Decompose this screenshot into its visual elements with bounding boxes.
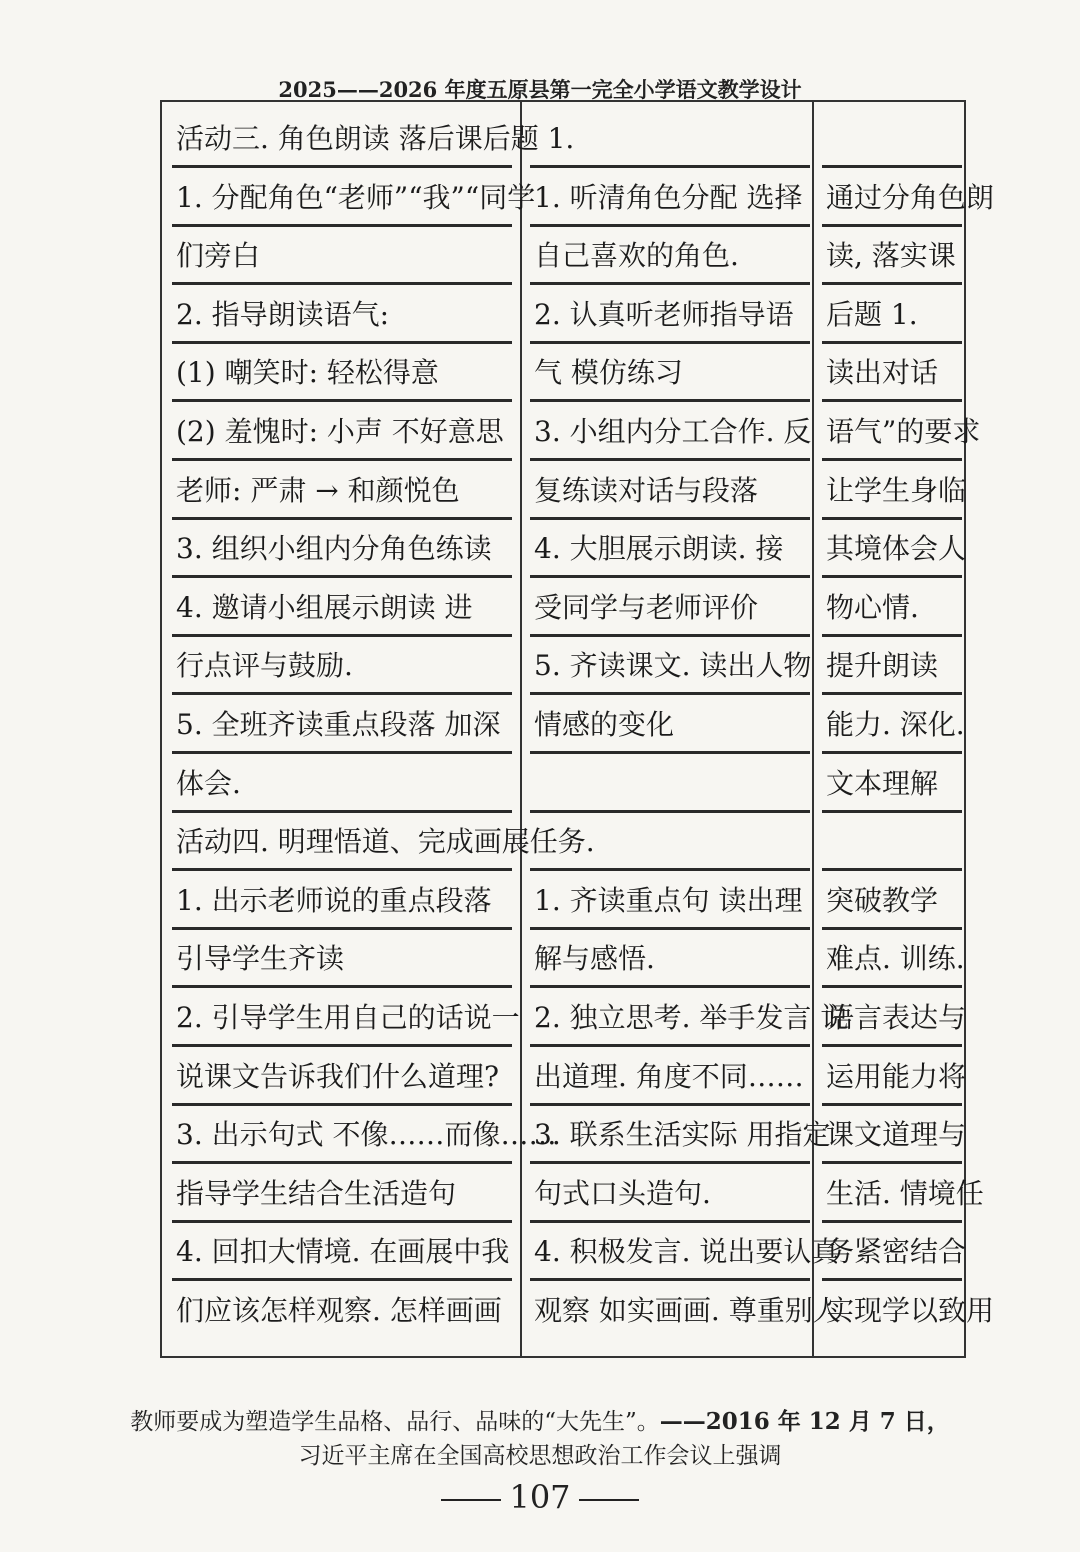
table-row	[162, 227, 964, 285]
ruled-line	[822, 810, 962, 813]
page-number-value: 107	[509, 1478, 571, 1516]
ruled-line	[172, 1161, 512, 1164]
ruled-line	[822, 1161, 962, 1164]
table-row	[162, 403, 981, 461]
footer-quote-text: 教师要成为塑造学生品格、品行、品味的“大先生”。	[130, 1409, 660, 1435]
ruled-line	[822, 1103, 962, 1106]
teacher-activity-cell: 2. 引导学生用自己的话说一	[176, 1001, 520, 1034]
table-row	[162, 169, 995, 227]
ruled-line	[172, 634, 512, 637]
student-activity-cell: 情感的变化	[534, 708, 675, 741]
design-intent-cell: 语言表达与	[826, 1001, 967, 1034]
teacher-activity-cell: 体会.	[176, 766, 241, 800]
design-intent-cell: 后题 1.	[826, 297, 918, 331]
design-intent-cell: 实现学以致用	[826, 1294, 995, 1327]
teacher-activity-cell: 说课文告诉我们什么道理?	[176, 1059, 500, 1093]
table-row	[162, 1165, 984, 1223]
ruled-line	[530, 1278, 810, 1281]
ruled-line	[530, 165, 810, 168]
ruled-line	[172, 517, 512, 520]
ruled-line	[172, 224, 512, 227]
ruled-line	[822, 692, 962, 695]
teacher-activity-cell: 指导学生结合生活造句	[176, 1176, 457, 1210]
teacher-activity-cell: 行点评与鼓励.	[176, 649, 353, 683]
design-intent-cell: 生活. 情境任	[826, 1176, 984, 1210]
teacher-activity-cell: 们旁白	[176, 239, 261, 273]
ruled-line	[822, 517, 962, 520]
page-number-dash-left	[441, 1499, 501, 1501]
ruled-line	[172, 985, 512, 988]
student-activity-cell: 2. 独立思考. 举手发言 说	[534, 1001, 849, 1034]
ruled-line	[172, 1044, 512, 1047]
table-row	[162, 520, 967, 578]
ruled-line	[530, 399, 810, 402]
student-activity-cell: 3. 小组内分工合作. 反	[534, 415, 812, 448]
ruled-line	[530, 341, 810, 344]
table-row	[162, 344, 964, 402]
student-activity-cell: 复练读对话与段落	[534, 473, 759, 507]
ruled-line	[172, 751, 512, 754]
ruled-line	[172, 341, 512, 344]
design-intent-cell: 其境体会人	[826, 532, 967, 566]
ruled-line	[172, 868, 512, 871]
teacher-activity-cell: 4. 回扣大情境. 在画展中我	[176, 1235, 510, 1269]
teacher-activity-cell: 1. 出示老师说的重点段落	[176, 883, 492, 917]
ruled-line	[530, 1220, 810, 1223]
lesson-plan-table	[160, 100, 995, 1358]
ruled-line	[530, 868, 810, 871]
ruled-line	[822, 575, 962, 578]
ruled-line	[172, 810, 512, 813]
student-activity-cell: 观察 如实画画. 尊重别人	[534, 1294, 841, 1327]
document-header: 2025——2026 年度五原县第一完全小学语文教学设计	[278, 77, 802, 102]
design-intent-cell: 难点. 训练.	[826, 942, 965, 976]
design-intent-cell: 提升朗读	[826, 649, 939, 683]
ruled-line	[530, 810, 810, 813]
table-row	[162, 579, 964, 637]
student-activity-cell: 1. 听清角色分配 选择	[534, 180, 803, 214]
activity-heading: 活动四. 明理悟道、完成画展任务.	[176, 825, 595, 859]
teacher-activity-cell: (1) 嘲笑时: 轻松得意	[176, 356, 439, 390]
teacher-activity-cell: 4. 邀请小组展示朗读 进	[176, 590, 473, 624]
student-activity-cell: 受同学与老师评价	[534, 590, 759, 624]
ruled-line	[172, 927, 512, 930]
student-activity-cell: 2. 认真听老师指导语	[534, 297, 794, 331]
ruled-line	[172, 165, 512, 168]
design-intent-cell: 物心情.	[826, 590, 919, 624]
ruled-line	[530, 634, 810, 637]
teacher-activity-cell: (2) 羞愧时: 小声 不好意思	[176, 415, 504, 448]
design-intent-cell: 课文道理与	[826, 1118, 967, 1152]
activity-heading: 活动三. 角色朗读 落后课后题 1.	[176, 122, 575, 155]
ruled-line	[172, 1278, 512, 1281]
design-intent-cell: 务紧密结合	[826, 1235, 967, 1269]
ruled-line	[172, 458, 512, 461]
table-row	[162, 1048, 967, 1106]
design-intent-cell: 运用能力将	[826, 1059, 967, 1093]
footer-quote-line-2: 习近平主席在全国高校思想政治工作会议上强调	[298, 1443, 782, 1469]
ruled-line	[530, 458, 810, 461]
ruled-line	[822, 224, 962, 227]
table-row	[162, 286, 964, 344]
teacher-activity-cell: 5. 全班齐读重点段落 加深	[176, 708, 501, 741]
ruled-line	[172, 1220, 512, 1223]
table-row	[162, 813, 964, 871]
ruled-line	[172, 1103, 512, 1106]
footer-quote-line-1	[0, 1405, 1080, 1439]
ruled-line	[530, 985, 810, 988]
table-row	[162, 989, 967, 1047]
student-activity-cell: 3. 联系生活实际 用指定	[534, 1118, 831, 1152]
student-activity-cell: 自己喜欢的角色.	[534, 239, 739, 273]
teacher-activity-cell: 1. 分配角色“老师”“我”“同学	[176, 180, 536, 214]
table-row	[162, 930, 964, 988]
page-number-dash-right	[579, 1499, 639, 1501]
design-intent-cell: 通过分角色朗	[826, 180, 995, 214]
teacher-activity-cell: 3. 组织小组内分角色练读	[176, 532, 492, 566]
ruled-line	[172, 399, 512, 402]
ruled-line	[530, 692, 810, 695]
ruled-line	[172, 692, 512, 695]
teacher-activity-cell: 引导学生齐读	[176, 942, 345, 976]
ruled-line	[822, 634, 962, 637]
design-intent-cell: 文本理解	[826, 766, 939, 800]
ruled-line	[530, 927, 810, 930]
ruled-line	[822, 985, 962, 988]
ruled-line	[172, 575, 512, 578]
student-activity-cell: 4. 大胆展示朗读. 接	[534, 532, 784, 566]
ruled-line	[530, 751, 810, 754]
table-row	[162, 1223, 967, 1281]
ruled-line	[530, 282, 810, 285]
ruled-line	[822, 1220, 962, 1223]
ruled-line	[822, 341, 962, 344]
ruled-line	[822, 165, 962, 168]
footer-quote	[0, 1405, 1080, 1473]
ruled-line	[822, 282, 962, 285]
teacher-activity-cell: 们应该怎样观察. 怎样画画	[176, 1294, 502, 1327]
table-row	[162, 462, 967, 520]
student-activity-cell: 句式口头造句.	[534, 1176, 711, 1210]
ruled-line	[822, 458, 962, 461]
page-number	[430, 1478, 650, 1516]
table-row	[162, 1106, 967, 1164]
ruled-line	[530, 575, 810, 578]
ruled-line	[822, 868, 962, 871]
teacher-activity-cell: 老师: 严肃 → 和颜悦色	[176, 473, 460, 507]
ruled-line	[822, 1278, 962, 1281]
student-activity-cell: 气 模仿练习	[534, 356, 683, 390]
student-activity-cell: 5. 齐读课文. 读出人物	[534, 649, 812, 683]
student-activity-cell: 出道理. 角度不同……	[534, 1059, 804, 1093]
table-row	[162, 637, 964, 695]
design-intent-cell: 读出对话	[826, 356, 939, 390]
ruled-line	[822, 927, 962, 930]
design-intent-cell: 让学生身临	[826, 473, 967, 507]
ruled-line	[530, 224, 810, 227]
design-intent-cell: 读, 落实课	[826, 239, 956, 273]
table-row	[162, 110, 964, 168]
table-row	[162, 696, 964, 754]
table-row	[162, 755, 964, 813]
ruled-line	[530, 517, 810, 520]
ruled-line	[822, 1044, 962, 1047]
teacher-activity-cell: 2. 指导朗读语气:	[176, 297, 390, 331]
table-row	[162, 872, 964, 930]
design-intent-cell: 能力. 深化.	[826, 708, 965, 741]
design-intent-cell: 语气”的要求	[826, 415, 981, 448]
ruled-line	[822, 399, 962, 402]
ruled-line	[530, 1161, 810, 1164]
student-activity-cell: 4. 积极发言. 说出要认真	[534, 1235, 840, 1269]
ruled-line	[530, 1044, 810, 1047]
student-activity-cell: 1. 齐读重点句 读出理	[534, 883, 803, 917]
footer-quote-date: ——2016 年 12 月 7 日，	[659, 1408, 950, 1435]
table-row	[162, 1282, 995, 1340]
teacher-activity-cell: 3. 出示句式 不像……而像……	[176, 1118, 557, 1152]
ruled-line	[822, 751, 962, 754]
ruled-line	[530, 1103, 810, 1106]
student-activity-cell: 解与感悟.	[534, 942, 655, 976]
ruled-line	[172, 282, 512, 285]
design-intent-cell: 突破教学	[826, 883, 939, 917]
